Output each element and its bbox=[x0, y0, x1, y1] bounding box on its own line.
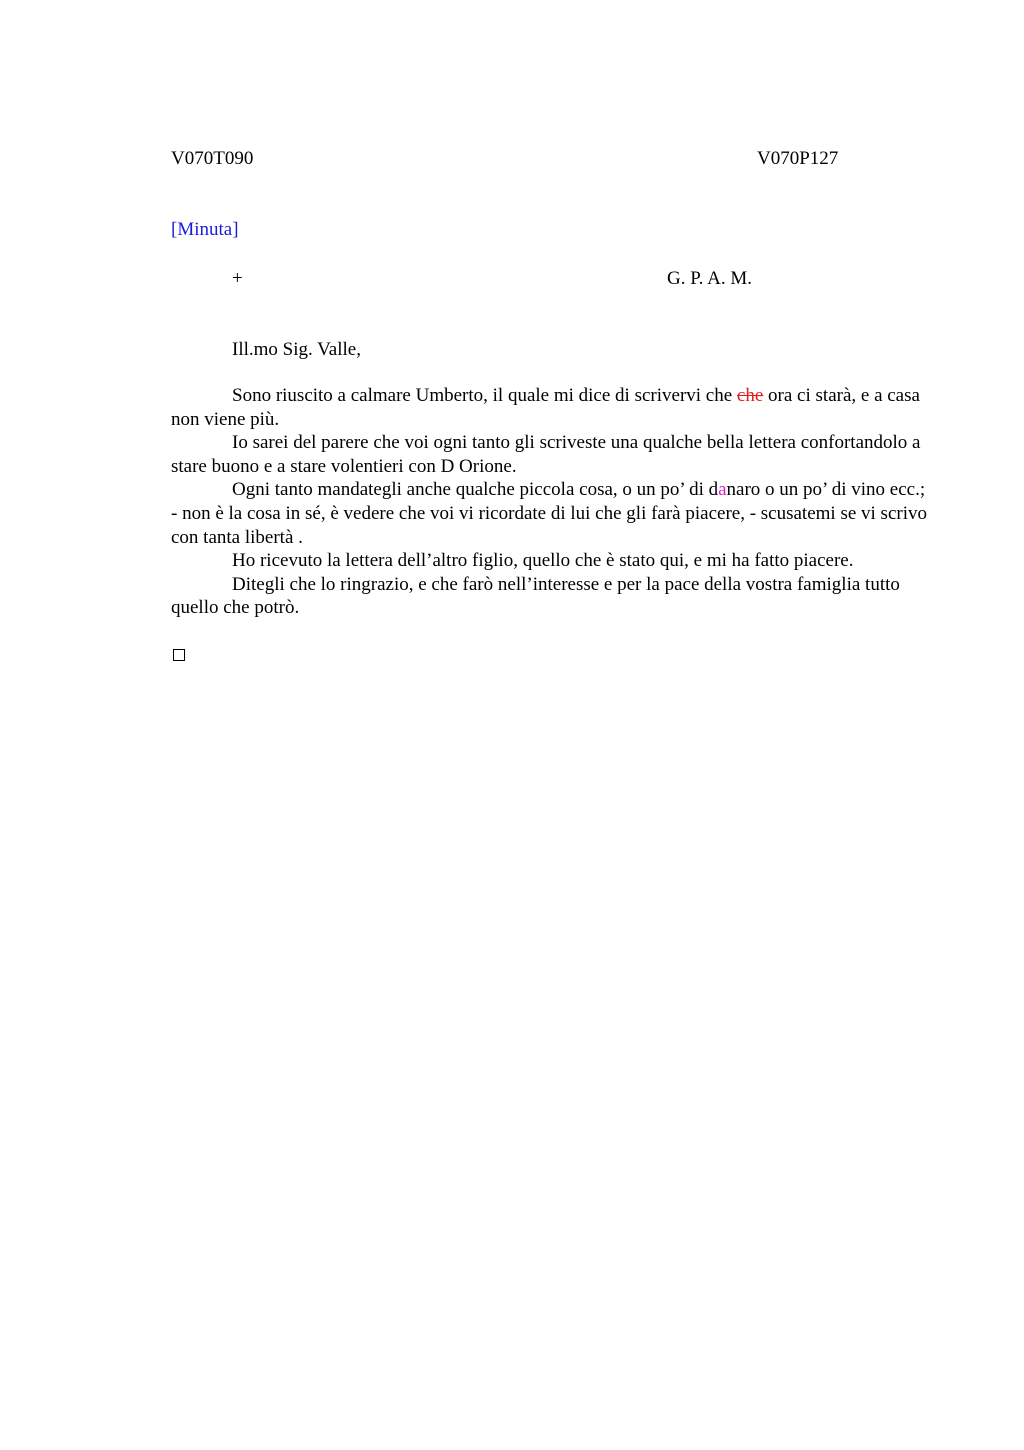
square-outline-icon bbox=[173, 649, 185, 661]
p1-text-after: ora ci starà, e a casa non viene più. bbox=[171, 385, 920, 430]
inserted-letter: a bbox=[718, 479, 727, 501]
paragraph-5: Ditegli che lo ringrazio, e che farò nell’interesse e per la pace della vostra famiglia tutto quello che potrò. bbox=[171, 573, 900, 619]
paragraph-4: Ho ricevuto la lettera dell’altro figlio, quello che è stato qui, e mi ha fatto piacere. bbox=[232, 550, 854, 572]
document-code-left: V070T090 bbox=[171, 148, 254, 169]
document-code-right: V070P127 bbox=[757, 148, 839, 169]
cross-mark: + bbox=[232, 268, 243, 289]
minuta-label: [Minuta] bbox=[171, 219, 239, 240]
p1-text-before: Sono riuscito a calmare Umberto, il quale mi dice di scrivervi che bbox=[232, 385, 737, 406]
paragraph-3 bbox=[171, 478, 927, 549]
deleted-word: che bbox=[736, 385, 764, 406]
letter-body bbox=[171, 384, 927, 620]
paragraph-1 bbox=[171, 384, 927, 431]
p3-text-after: naro o un po’ di vino ecc.; - non è la cosa in sé, è vedere che voi vi ricordate di lui che gli farà piacere, - scusatemi se vi scrivo con tanta libertà . bbox=[171, 479, 927, 548]
salutation: Ill.mo Sig. Valle, bbox=[232, 339, 361, 360]
paragraph-2: Io sarei del parere che voi ogni tanto gli scriveste una qualche bella lettera confortandolo a stare buono e a stare volentieri con D Orione. bbox=[171, 432, 921, 477]
gpam-heading: G. P. A. M. bbox=[667, 268, 752, 289]
p3-text-before: Ogni tanto mandategli anche qualche piccola cosa, o un po’ di d bbox=[232, 479, 719, 501]
